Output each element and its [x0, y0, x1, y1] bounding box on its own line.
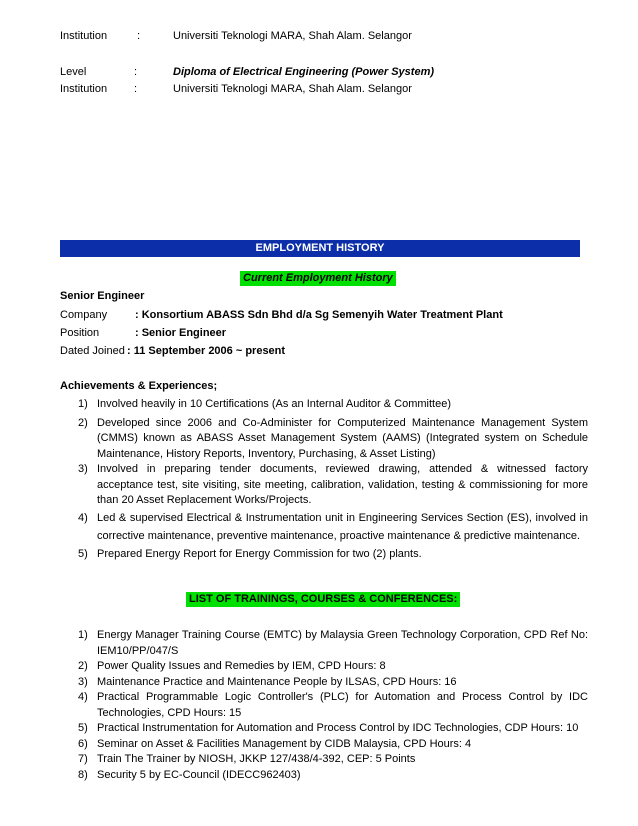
achievements-list: [60, 397, 588, 562]
list-item: 2) Developed since 2006 and Co-Administer for Computerized Maintenance Management System (CMMS) known as ABASS Asset Management System (AAMS) (Integrated system on Schedule Maintenance, History Reports, Inventory, Purchasing, & Asset Listing): [78, 416, 588, 460]
list-item: 7) Train The Trainer by NIOSH, JKKP 127/438/4-392, CEP: 5 Points: [78, 753, 416, 765]
list-item: 2) Power Quality Issues and Remedies by IEM, CPD Hours: 8: [78, 660, 386, 672]
institution-value: Universiti Teknologi MARA, Shah Alam. Selangor: [173, 83, 412, 95]
position-value: : Senior Engineer: [135, 327, 227, 339]
trainings-title: LIST OF TRAININGS, COURSES & CONFERENCES:: [186, 592, 460, 607]
colon: :: [134, 83, 138, 95]
level-value: Diploma of Electrical Engineering (Power System): [173, 66, 435, 78]
list-item: 5) Practical Instrumentation for Automation and Process Control by IDC Technologies, CDP Hours: 10: [78, 722, 579, 734]
achievements-heading: Achievements & Experiences;: [60, 380, 218, 392]
dated-joined-label: Dated Joined: [60, 345, 125, 357]
list-item: 8) Security 5 by EC-Council (IDECC962403): [78, 768, 301, 781]
list-item: 3) Involved in preparing tender documents, reviewed drawing, attended & witnessed factory acceptance test, site visiting, site meeting, calibration, validation, testing & commissioning for more than 20 Asset Replacement Works/Projects.: [78, 463, 588, 506]
list-item: 4) Led & supervised Electrical & Instrumentation unit in Engineering Services Section (ES), involved in corrective maintenance, preventive maintenance, proactive maintenance & predictive maintenance.: [78, 511, 588, 542]
list-item: 4) Practical Programmable Logic Controller's (PLC) for Automation and Process Control by IDC Technologies, CPD Hours: 15: [78, 691, 588, 719]
position-label: Position: [60, 327, 100, 339]
list-item: 1) Involved heavily in 10 Certifications (As an Internal Auditor & Committee): [78, 398, 451, 410]
colon: :: [137, 30, 141, 42]
role-heading: Senior Engineer: [60, 290, 145, 302]
level-label: Level: [60, 66, 87, 78]
dated-joined-value: : 11 September 2006 ~ present: [127, 345, 286, 357]
company-label: Company: [60, 309, 108, 321]
employment-history-header: EMPLOYMENT HISTORY: [60, 240, 580, 257]
colon: :: [134, 66, 138, 78]
trainings-list: [60, 628, 588, 783]
list-item: 1) Energy Manager Training Course (EMTC) by Malaysia Green Technology Corporation, CPD Ref No: IEM10/PP/047/S: [78, 629, 588, 657]
institution-value: Universiti Teknologi MARA, Shah Alam. Selangor: [173, 30, 412, 42]
current-employment-title: Current Employment History: [240, 271, 396, 286]
list-item: 3) Maintenance Practice and Maintenance People by ILSAS, CPD Hours: 16: [78, 675, 457, 688]
list-item: 5) Prepared Energy Report for Energy Commission for two (2) plants.: [78, 547, 422, 560]
company-value: : Konsortium ABASS Sdn Bhd d/a Sg Semenyih Water Treatment Plant: [135, 309, 503, 321]
institution-label: Institution: [60, 83, 108, 95]
list-item: 6) Seminar on Asset & Facilities Management by CIDB Malaysia, CPD Hours: 4: [78, 737, 472, 750]
institution-label: Institution: [60, 30, 108, 42]
